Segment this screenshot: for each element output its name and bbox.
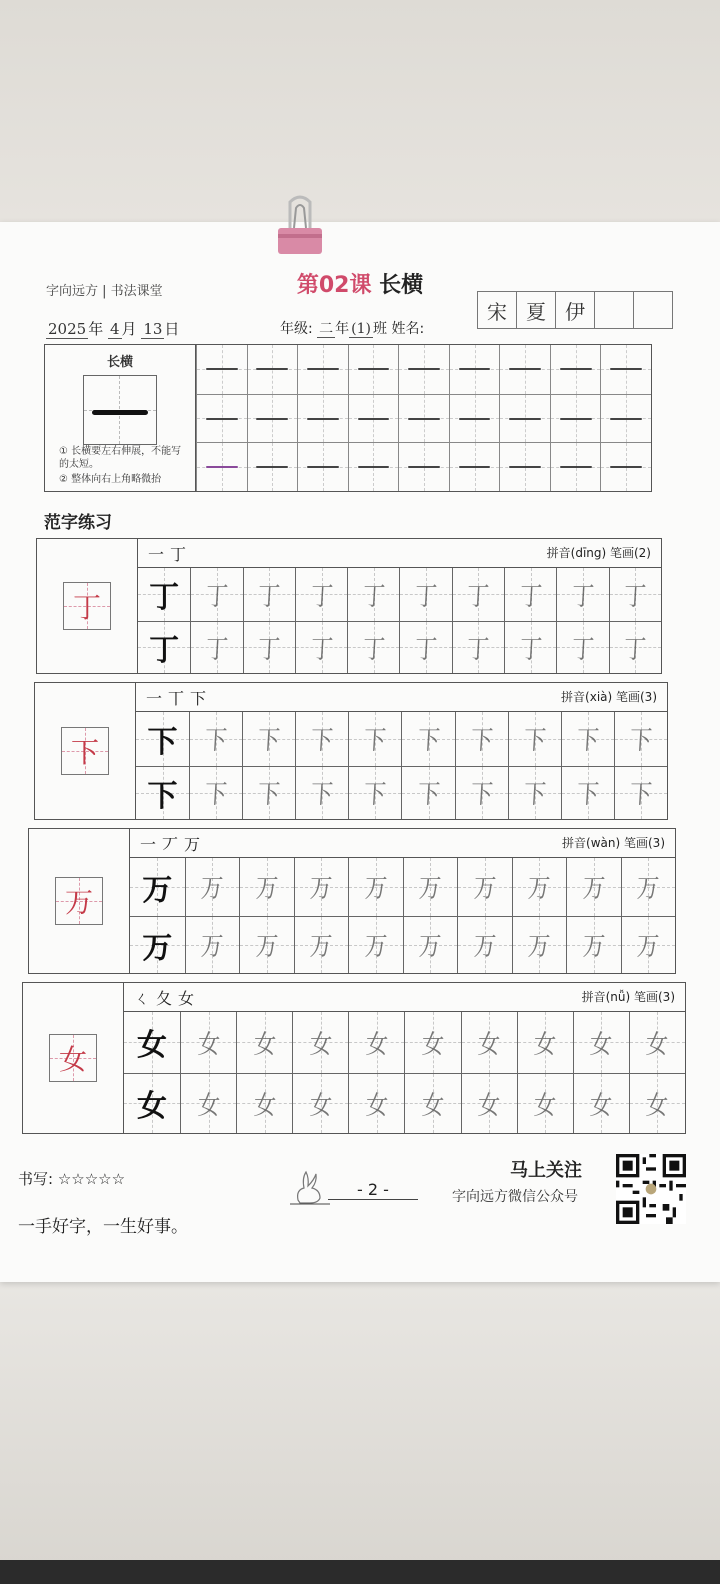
practice-cell[interactable] — [457, 916, 512, 974]
practice-cell[interactable] — [348, 916, 403, 974]
practice-cell[interactable] — [566, 916, 621, 974]
written-character: 万 — [581, 932, 606, 963]
binder-clip-icon — [276, 194, 324, 260]
written-character: 下 — [310, 726, 335, 757]
reference-cell — [136, 766, 189, 820]
practice-cell[interactable] — [348, 712, 401, 766]
character-block — [22, 982, 686, 1134]
name-box[interactable]: 伊 — [555, 291, 595, 329]
practice-cell[interactable] — [452, 621, 504, 674]
stroke-tip-2: ② 整体向右上角略微抬 — [59, 474, 162, 485]
stroke-cell[interactable] — [348, 394, 399, 443]
practice-cell[interactable] — [189, 712, 242, 766]
practice-cell[interactable] — [517, 1073, 573, 1134]
practice-cell[interactable] — [404, 1012, 460, 1073]
stroke-order: 一丁 — [148, 545, 193, 564]
pinyin-stroke-count: 拼音(dīng) 笔画(2) — [546, 546, 651, 560]
practice-cell[interactable] — [348, 766, 401, 820]
pinyin-stroke-count: 拼音(nǚ) 笔画(3) — [581, 990, 675, 1004]
written-character: 女 — [252, 1029, 277, 1060]
month-label: 月 — [121, 320, 137, 338]
practice-cell[interactable] — [348, 1012, 404, 1073]
written-character: 女 — [308, 1029, 333, 1060]
stroke-cell[interactable] — [196, 345, 247, 394]
stroke-cell[interactable] — [499, 345, 550, 394]
practice-cell[interactable] — [508, 766, 561, 820]
name-label: 班 姓名: — [373, 321, 425, 337]
motto: 一手好字，一生好事。 — [18, 1217, 188, 1237]
written-character: 女 — [420, 1090, 445, 1121]
written-character: 女 — [589, 1029, 614, 1060]
model-cell — [37, 539, 138, 673]
stroke-demo — [45, 345, 196, 491]
stroke-cell[interactable] — [348, 345, 399, 394]
info-row — [124, 983, 685, 1012]
written-character: 丁 — [466, 581, 491, 612]
stroke-cell[interactable] — [297, 442, 348, 491]
stroke-cell[interactable] — [297, 345, 348, 394]
model-character — [63, 582, 111, 630]
written-character: 下 — [147, 724, 178, 760]
practice-cell[interactable] — [561, 712, 614, 766]
practice-cell[interactable] — [348, 1073, 404, 1134]
practice-cell[interactable] — [236, 1073, 292, 1134]
written-character: 丁 — [623, 634, 648, 665]
practice-cell[interactable] — [401, 766, 454, 820]
practice-cell[interactable] — [292, 1073, 348, 1134]
written-character: 丁 — [204, 634, 229, 665]
written-character: 女 — [252, 1090, 277, 1121]
pinyin-stroke-count: 拼音(xià) 笔画(3) — [561, 690, 657, 704]
practice-cell[interactable] — [614, 712, 667, 766]
practice-grid — [124, 1012, 685, 1133]
written-character: 女 — [477, 1090, 501, 1121]
written-character: 丁 — [518, 581, 543, 612]
written-character: 万 — [363, 874, 388, 905]
reference-cell — [130, 916, 185, 974]
practice-cell[interactable] — [573, 1073, 629, 1134]
info-row — [130, 829, 675, 858]
stroke-cell[interactable] — [499, 442, 550, 491]
rabbit-icon — [290, 1170, 330, 1206]
class-value[interactable]: (1) — [351, 321, 372, 337]
written-character: 下 — [416, 726, 441, 757]
practice-cell[interactable] — [295, 766, 348, 820]
written-character: 丁 — [466, 634, 491, 665]
date-field — [46, 318, 179, 339]
practice-cell[interactable] — [452, 568, 504, 621]
account-label: 字向远方微信公众号 — [452, 1189, 578, 1205]
grade-label: 年级: — [280, 321, 313, 337]
practice-cell[interactable] — [185, 916, 240, 974]
written-character: 万 — [472, 874, 497, 905]
practice-cell[interactable] — [295, 621, 347, 674]
stroke-title: 长横 — [106, 355, 133, 370]
practice-cell[interactable] — [404, 1073, 460, 1134]
practice-cell[interactable] — [517, 1012, 573, 1073]
name-box[interactable]: 宋 — [477, 291, 517, 329]
written-character: 女 — [196, 1029, 221, 1060]
practice-grid — [138, 568, 661, 673]
written-character: 下 — [469, 780, 494, 811]
pinyin-stroke-count: 拼音(wàn) 笔画(3) — [562, 836, 665, 850]
stroke-cell[interactable] — [297, 394, 348, 443]
practice-cell[interactable] — [609, 621, 661, 674]
written-character: 女 — [477, 1029, 501, 1060]
practice-cell[interactable] — [189, 766, 242, 820]
written-character: 丁 — [570, 581, 595, 612]
stroke-cell[interactable] — [196, 442, 247, 491]
practice-area — [138, 539, 661, 673]
stroke-cell[interactable] — [196, 394, 247, 443]
practice-cell[interactable] — [403, 858, 458, 916]
practice-cell[interactable] — [185, 858, 240, 916]
reference-cell — [138, 568, 190, 621]
model-character — [55, 877, 103, 925]
written-character: 万 — [527, 932, 552, 963]
stroke-cell[interactable] — [600, 442, 651, 491]
brand-logo: 字向远方 | 书法课堂 — [46, 284, 163, 299]
written-character: 万 — [636, 932, 661, 963]
practice-cell[interactable] — [180, 1012, 236, 1073]
written-character: 下 — [204, 780, 228, 811]
written-character: 下 — [310, 780, 335, 811]
practice-cell[interactable] — [243, 621, 295, 674]
written-character: 女 — [196, 1090, 221, 1121]
practice-cell[interactable] — [239, 916, 294, 974]
written-character: 丁 — [257, 634, 282, 665]
written-character: 丁 — [257, 581, 282, 612]
date-day[interactable]: 13 — [143, 320, 163, 338]
practice-cell[interactable] — [347, 568, 399, 621]
written-character: 下 — [575, 780, 600, 811]
practice-cell[interactable] — [573, 1012, 629, 1073]
practice-cell[interactable] — [566, 858, 621, 916]
lesson-title: 长横 — [379, 273, 424, 298]
practice-cell[interactable] — [457, 858, 512, 916]
stroke-cell[interactable] — [600, 345, 651, 394]
written-character: 下 — [363, 726, 388, 757]
written-character: 女 — [308, 1090, 333, 1121]
practice-cell[interactable] — [614, 766, 667, 820]
character-block — [28, 828, 676, 974]
character-block — [36, 538, 662, 674]
stroke-order: 一丆万 — [140, 835, 207, 854]
written-character: 万 — [581, 874, 606, 905]
practice-area — [124, 983, 685, 1133]
written-character: 万 — [254, 932, 279, 963]
written-character: 丁 — [149, 580, 180, 616]
model-cell — [29, 829, 130, 973]
practice-cell[interactable] — [504, 568, 556, 621]
practice-cell[interactable] — [399, 568, 451, 621]
stroke-cell[interactable] — [247, 345, 298, 394]
writing-rating[interactable]: 书写: ☆☆☆☆☆ — [18, 1170, 126, 1188]
stroke-cell[interactable] — [449, 442, 500, 491]
written-character: 万 — [309, 874, 334, 905]
written-character: 丁 — [361, 634, 386, 665]
stroke-order: 一丅下 — [146, 689, 213, 708]
written-character: 下 — [147, 778, 178, 814]
stroke-tip-1: ① 长横要左右伸展，不能写的太短。 — [59, 446, 182, 470]
section-title: 范字练习 — [44, 513, 112, 533]
day-label: 日 — [164, 320, 180, 338]
written-character: 丁 — [570, 634, 595, 665]
stroke-cell[interactable] — [398, 394, 449, 443]
practice-area — [130, 829, 675, 973]
info-row — [136, 683, 667, 712]
practice-cell[interactable] — [239, 858, 294, 916]
written-character: 万 — [472, 932, 497, 963]
practice-cell[interactable] — [508, 712, 561, 766]
practice-cell[interactable] — [294, 916, 349, 974]
practice-cell[interactable] — [455, 712, 508, 766]
written-character: 丁 — [204, 581, 229, 612]
written-character: 女 — [137, 1028, 168, 1064]
stroke-cell[interactable] — [550, 345, 601, 394]
written-character: 女 — [420, 1029, 445, 1060]
practice-cell[interactable] — [512, 916, 567, 974]
written-character: 下 — [522, 726, 547, 757]
grade-value[interactable]: 二 — [319, 321, 334, 337]
written-character: 女 — [533, 1090, 558, 1121]
practice-cell[interactable] — [399, 621, 451, 674]
written-character: 女 — [533, 1029, 558, 1060]
practice-cell[interactable] — [242, 712, 295, 766]
grade-field — [280, 318, 424, 338]
practice-cell[interactable] — [242, 766, 295, 820]
written-character: 下 — [575, 726, 600, 757]
practice-grid — [136, 712, 667, 819]
written-character: 丁 — [361, 581, 386, 612]
written-character: 万 — [418, 932, 443, 963]
model-cell — [23, 983, 124, 1133]
qr-code-icon[interactable] — [616, 1154, 686, 1224]
written-character: 丁 — [623, 581, 648, 612]
written-character: 万 — [200, 932, 225, 963]
practice-cell[interactable] — [609, 568, 661, 621]
stroke-diagram — [83, 375, 157, 445]
practice-cell[interactable] — [236, 1012, 292, 1073]
practice-cell[interactable] — [629, 1012, 685, 1073]
name-box[interactable]: 夏 — [516, 291, 556, 329]
date-month[interactable]: 4 — [109, 320, 120, 338]
name-box[interactable] — [633, 291, 673, 329]
written-character: 下 — [363, 780, 388, 811]
practice-cell[interactable] — [180, 1073, 236, 1134]
stroke-cell[interactable] — [550, 442, 601, 491]
stroke-order: ㄑ夂女 — [134, 989, 201, 1008]
practice-cell[interactable] — [561, 766, 614, 820]
date-year[interactable]: 2025 — [48, 320, 87, 338]
practice-cell[interactable] — [190, 568, 242, 621]
model-character — [61, 727, 109, 775]
written-character: 万 — [254, 874, 279, 905]
reference-cell — [136, 712, 189, 766]
written-character: 下 — [257, 726, 282, 757]
practice-cell[interactable] — [461, 1073, 517, 1134]
stroke-cell[interactable] — [247, 442, 298, 491]
written-character: 丁 — [414, 581, 438, 612]
stroke-cell[interactable] — [550, 394, 601, 443]
model-character-text: 下 — [70, 736, 99, 769]
written-character: 丁 — [414, 634, 438, 665]
written-character: 下 — [257, 780, 282, 811]
year-label: 年 — [88, 320, 104, 338]
practice-cell[interactable] — [348, 858, 403, 916]
written-character: 下 — [469, 726, 494, 757]
practice-cell[interactable] — [461, 1012, 517, 1073]
lesson-number: 第02课 — [296, 273, 372, 298]
written-character: 丁 — [309, 634, 334, 665]
model-character-text: 丁 — [72, 591, 101, 624]
stroke-cell[interactable] — [499, 394, 550, 443]
model-character-text: 万 — [64, 886, 93, 919]
follow-label: 马上关注 — [510, 1160, 582, 1181]
written-character: 丁 — [309, 581, 334, 612]
practice-cell[interactable] — [556, 568, 608, 621]
background-strip — [0, 1560, 720, 1584]
practice-cell[interactable] — [621, 916, 676, 974]
model-character-text: 女 — [58, 1043, 87, 1076]
written-character: 丁 — [149, 633, 180, 669]
written-character: 万 — [142, 930, 173, 966]
written-character: 万 — [527, 874, 552, 905]
stroke-grid — [196, 345, 651, 491]
practice-area — [136, 683, 667, 819]
page-number: - 2 - — [328, 1180, 418, 1200]
practice-cell[interactable] — [556, 621, 608, 674]
model-character — [49, 1034, 97, 1082]
info-row — [138, 539, 661, 568]
practice-cell[interactable] — [403, 916, 458, 974]
stroke-cell[interactable] — [449, 394, 500, 443]
reference-cell — [138, 621, 190, 674]
written-character: 万 — [309, 932, 334, 963]
practice-cell[interactable] — [294, 858, 349, 916]
practice-cell[interactable] — [401, 712, 454, 766]
character-block — [34, 682, 668, 820]
name-box[interactable] — [594, 291, 634, 329]
practice-cell[interactable] — [621, 858, 676, 916]
stroke-cell[interactable] — [398, 442, 449, 491]
practice-grid — [130, 858, 675, 973]
reference-cell — [124, 1073, 180, 1134]
stroke-cell[interactable] — [449, 345, 500, 394]
written-character: 万 — [636, 874, 661, 905]
stroke-cell[interactable] — [247, 394, 298, 443]
practice-cell[interactable] — [190, 621, 242, 674]
practice-cell[interactable] — [455, 766, 508, 820]
written-character: 下 — [628, 726, 653, 757]
stroke-cell[interactable] — [600, 394, 651, 443]
stroke-cell[interactable] — [348, 442, 399, 491]
written-character: 万 — [142, 872, 173, 908]
written-character: 万 — [418, 874, 443, 905]
stroke-cell[interactable] — [398, 345, 449, 394]
written-character: 女 — [645, 1090, 670, 1121]
class-year-label: 年 — [335, 321, 350, 337]
practice-cell[interactable] — [512, 858, 567, 916]
written-character: 丁 — [518, 634, 543, 665]
reference-cell — [130, 858, 185, 916]
written-character: 万 — [363, 932, 388, 963]
written-character: 下 — [416, 780, 441, 811]
practice-cell[interactable] — [243, 568, 295, 621]
stroke-practice-panel — [44, 344, 652, 492]
written-character: 女 — [364, 1029, 389, 1060]
written-character: 下 — [628, 780, 653, 811]
written-character: 下 — [522, 780, 547, 811]
written-character: 女 — [137, 1089, 168, 1125]
practice-cell[interactable] — [295, 568, 347, 621]
name-boxes — [478, 291, 673, 329]
written-character: 女 — [364, 1090, 389, 1121]
practice-cell[interactable] — [629, 1073, 685, 1134]
practice-cell[interactable] — [504, 621, 556, 674]
written-character: 万 — [200, 874, 225, 905]
practice-cell[interactable] — [295, 712, 348, 766]
written-character: 下 — [204, 726, 228, 757]
written-character: 女 — [589, 1090, 614, 1121]
reference-cell — [124, 1012, 180, 1073]
practice-cell[interactable] — [347, 621, 399, 674]
model-cell — [35, 683, 136, 819]
written-character: 女 — [645, 1029, 670, 1060]
practice-cell[interactable] — [292, 1012, 348, 1073]
